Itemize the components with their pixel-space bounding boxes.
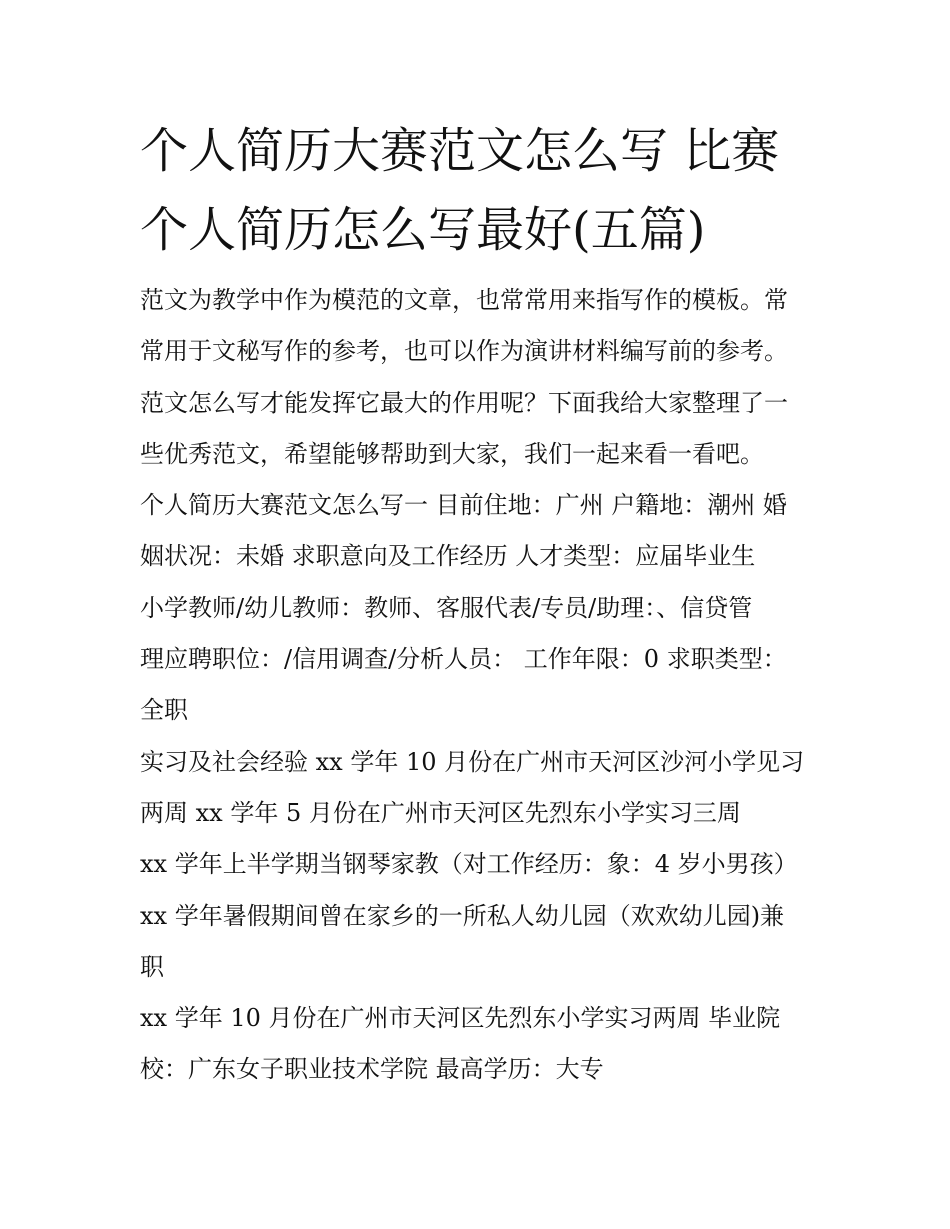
body-line: 常用于文秘写作的参考，也可以作为演讲材料编写前的参考。 bbox=[140, 337, 788, 366]
body-line: 校：广东女子职业技术学院 最高学历：大专 bbox=[140, 1055, 604, 1084]
body-line: 理应聘职位：/信用调查/分析人员： 工作年限：0 求职类型： bbox=[140, 645, 787, 674]
body-line: xx 学年上半学期当钢琴家教（对工作经历：象：4 岁小男孩） bbox=[140, 850, 798, 879]
body-line: 实习及社会经验 xx 学年 10 月份在广州市天河区沙河小学见习 bbox=[140, 747, 805, 776]
body-line: 两周 xx 学年 5 月份在广州市天河区先烈东小学实习三周 bbox=[140, 798, 741, 827]
body-line: 范文怎么写才能发挥它最大的作用呢？下面我给大家整理了一 bbox=[140, 388, 788, 417]
body-line: 些优秀范文，希望能够帮助到大家，我们一起来看一看吧。 bbox=[140, 439, 764, 468]
body-line: xx 学年 10 月份在广州市天河区先烈东小学实习两周 毕业院 bbox=[140, 1004, 781, 1033]
body-line: xx 学年暑假期间曾在家乡的一所私人幼儿园（欢欢幼儿园)兼 bbox=[140, 901, 785, 930]
body-line: 个人简历大赛范文怎么写一 目前住地：广州 户籍地：潮州 婚 bbox=[140, 491, 787, 520]
body-line: 姻状况：未婚 求职意向及工作经历 人才类型：应届毕业生 bbox=[140, 542, 756, 571]
body-line: 职 bbox=[140, 952, 164, 981]
body-line: 小学教师/幼儿教师：教师、客服代表/专员/助理：、信贷管 bbox=[140, 593, 753, 622]
document-body bbox=[140, 275, 830, 1096]
body-line: 全职 bbox=[140, 696, 188, 725]
document-title bbox=[140, 112, 820, 270]
body-line: 范文为教学中作为模范的文章，也常常用来指写作的模板。常 bbox=[140, 286, 788, 314]
title-line-2: 个人简历怎么写最好(五篇) bbox=[140, 202, 706, 258]
title-line-1: 个人简历大赛范文怎么写 比赛 bbox=[140, 123, 780, 179]
